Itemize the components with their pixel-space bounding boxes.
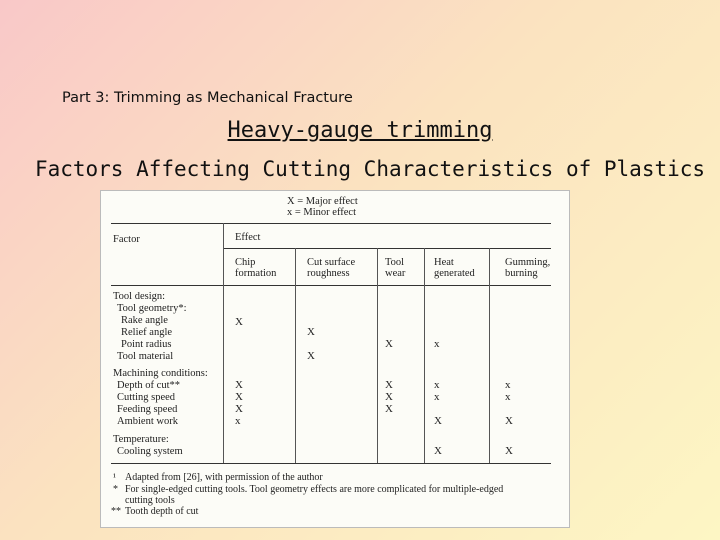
factor-header: Factor bbox=[113, 234, 140, 245]
effect-mark: X bbox=[235, 391, 243, 403]
effect-mark: x bbox=[434, 379, 440, 391]
legend-minor: x = Minor effect bbox=[287, 207, 356, 218]
row-label: Relief angle bbox=[121, 327, 173, 338]
footnote-text: cutting tools bbox=[125, 495, 175, 506]
row-label: Point radius bbox=[121, 339, 172, 350]
row-label: Cooling system bbox=[117, 446, 183, 457]
effect-mark: X bbox=[385, 403, 393, 415]
col-divider bbox=[424, 248, 425, 463]
effect-mark: x bbox=[235, 415, 241, 427]
row-label: Feeding speed bbox=[117, 404, 178, 415]
table-rule-bottom bbox=[111, 463, 551, 464]
footnote-text: Adapted from [26], with permission of the author bbox=[125, 472, 323, 483]
col-divider bbox=[489, 248, 490, 463]
row-label: Tool geometry*: bbox=[117, 303, 187, 314]
effect-mark: X bbox=[385, 379, 393, 391]
effect-mark: x bbox=[505, 391, 511, 403]
effect-mark: X bbox=[385, 391, 393, 403]
effect-mark: X bbox=[235, 379, 243, 391]
effect-mark: x bbox=[434, 391, 440, 403]
legend-major: X = Major effect bbox=[287, 196, 358, 207]
table-rule-top bbox=[111, 223, 551, 224]
effect-mark: X bbox=[307, 326, 315, 338]
effect-mark: X bbox=[505, 415, 513, 427]
row-label: Cutting speed bbox=[117, 392, 176, 403]
effect-mark: X bbox=[235, 403, 243, 415]
effect-header: Effect bbox=[235, 232, 261, 243]
effect-mark: x bbox=[434, 338, 440, 350]
part-title: Part 3: Trimming as Mechanical Fracture bbox=[62, 90, 353, 106]
slide-title: Heavy-gauge trimming bbox=[227, 118, 493, 143]
col-divider bbox=[295, 248, 296, 463]
factors-table bbox=[100, 190, 570, 528]
effect-mark: X bbox=[434, 445, 442, 457]
effect-mark: x bbox=[505, 379, 511, 391]
slide-subtitle: Factors Affecting Cutting Characteristics of Plastics bbox=[34, 157, 706, 181]
footnote-text: For single-edged cutting tools. Tool geometry effects are more complicated for multiple-edged bbox=[125, 484, 504, 495]
col-header-gumming: Gumming, burning bbox=[505, 257, 551, 279]
effect-mark: X bbox=[505, 445, 513, 457]
footnote-symbol: * bbox=[113, 484, 118, 495]
row-label: Depth of cut** bbox=[117, 380, 180, 391]
footnote-text: Tooth depth of cut bbox=[125, 506, 199, 517]
col-header-chip: Chip formation bbox=[235, 257, 277, 279]
footnote-symbol: ¹ bbox=[113, 472, 116, 483]
effect-mark: X bbox=[385, 338, 393, 350]
col-header-heat: Heat generated bbox=[434, 257, 475, 279]
header-rule bbox=[111, 285, 551, 286]
row-label: Ambient work bbox=[117, 416, 178, 427]
row-label: Tool design: bbox=[113, 291, 166, 302]
row-label: Rake angle bbox=[121, 315, 168, 326]
col-header-wear: Tool wear bbox=[385, 257, 406, 279]
effect-mark: X bbox=[235, 316, 243, 328]
col-header-roughness: Cut surface roughness bbox=[307, 257, 356, 279]
effect-rule bbox=[223, 248, 551, 249]
row-label: Temperature: bbox=[113, 434, 169, 445]
footnote-symbol: ** bbox=[111, 506, 121, 517]
col-divider bbox=[223, 223, 224, 463]
row-label: Machining conditions: bbox=[113, 368, 208, 379]
effect-mark: X bbox=[434, 415, 442, 427]
effect-mark: X bbox=[307, 350, 315, 362]
col-divider bbox=[377, 248, 378, 463]
row-label: Tool material bbox=[117, 351, 174, 362]
